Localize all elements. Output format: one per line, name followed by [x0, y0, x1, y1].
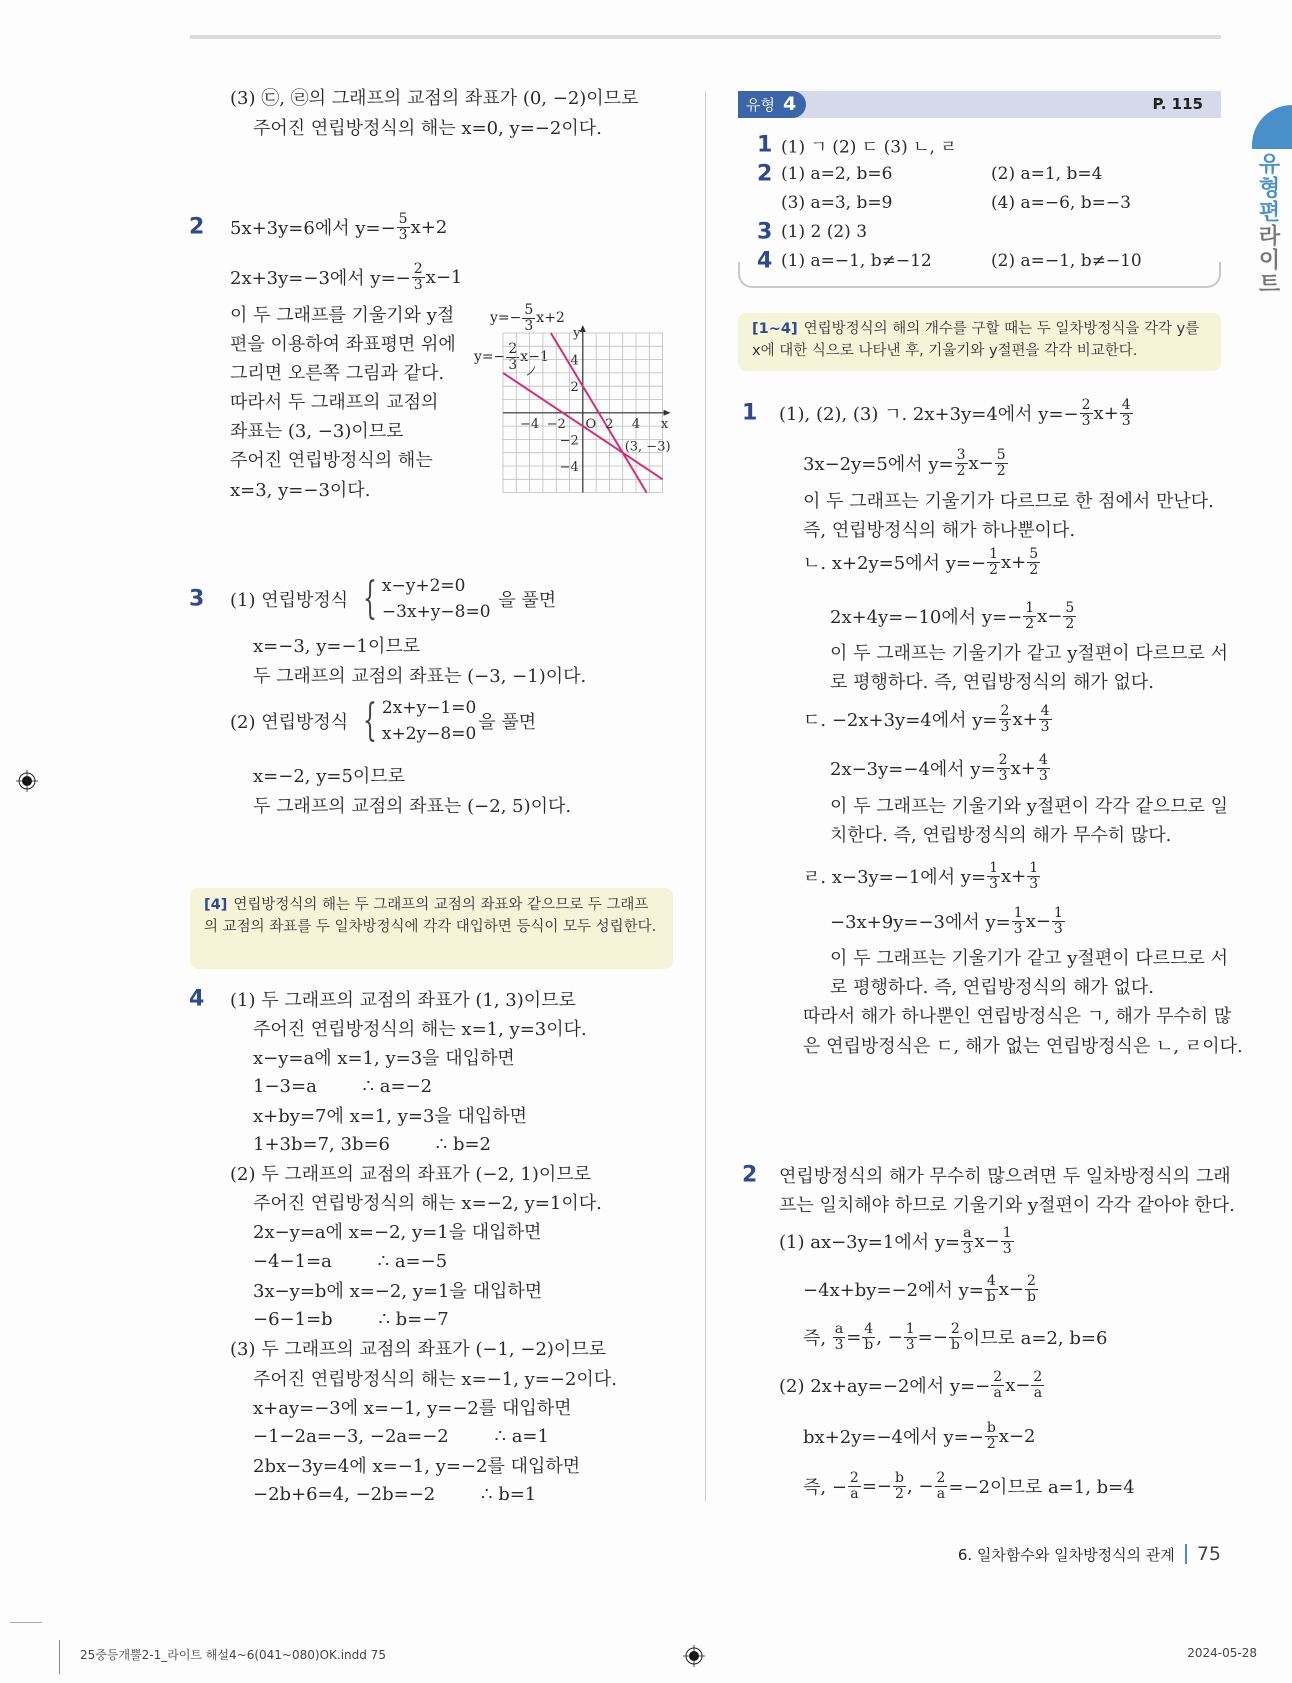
solution-line	[803, 1274, 1039, 1304]
text-run: ㄷ. −2x+3y=4에서 y=	[803, 710, 998, 731]
answer-left: (1) a=−1, b≠−12	[781, 251, 932, 271]
text-run: 즉, 연립방정식의 해가 하나뿐이다.	[803, 520, 1076, 541]
solution-line	[779, 398, 1134, 428]
q1-3-line	[253, 112, 602, 142]
solution-line	[253, 1216, 541, 1246]
solution-line	[803, 485, 1214, 515]
text-run: x−1	[425, 266, 463, 288]
coordinate-graph	[495, 325, 685, 500]
tip-box	[738, 313, 1221, 371]
text-run: (3) 두 그래프의 교점의 좌표가 (−1, −2)이므로	[230, 1339, 607, 1360]
q2-line	[230, 444, 433, 474]
q1-3-line	[230, 82, 638, 112]
text-run: (2) 2x+ay=−2에서 y=−	[779, 1376, 991, 1397]
text-run: x+	[1012, 708, 1038, 730]
text-run: (1) 두 그래프의 교점의 좌표가 (1, 3)이므로	[230, 990, 576, 1011]
fraction: $\frac{4}{b}$	[986, 1272, 996, 1305]
side-tab-a: 유형편	[1255, 152, 1280, 224]
question-number: 2	[742, 1162, 758, 1188]
q3-line	[230, 573, 557, 624]
text-run: (1) ax−3y=1에서 y=	[779, 1232, 961, 1253]
solution-line	[779, 1189, 1235, 1219]
text-run: x−	[998, 1278, 1024, 1300]
x-tick-label: 4	[631, 416, 641, 432]
answer-left: (1) ㄱ (2) ㄷ (3) ㄴ, ㄹ	[781, 137, 957, 158]
y-axis-arrow-icon	[580, 325, 586, 332]
q2-line	[230, 212, 447, 242]
fraction: $\frac{5}{2}$	[1029, 545, 1039, 578]
text-run: −3x+9y=−3에서 y=	[830, 912, 1011, 933]
q3-line	[253, 790, 571, 820]
text-run: x+ay=−3에 x=−1, y=−2를 대입하면	[253, 1398, 572, 1419]
text-run: 로 평행하다. 즉, 연립방정식의 해가 없다.	[830, 672, 1154, 693]
solution-line	[253, 1450, 580, 1480]
text-run: 이 두 그래프는 기울기가 다르므로 한 점에서 만난다.	[803, 491, 1214, 512]
solution-line	[253, 1042, 515, 1072]
type-badge	[738, 91, 806, 118]
answer-number: 2	[757, 161, 773, 187]
q3-line	[230, 695, 537, 746]
fraction: $\frac{2}{b}$	[950, 1320, 960, 1353]
solution-line	[803, 1322, 1107, 1352]
text-run: 그리면 오른쪽 그림과 같다.	[230, 363, 445, 384]
solution-line	[830, 637, 1228, 667]
y-tick-label: −4	[559, 460, 579, 475]
text-run: 주어진 연립방정식의 해는 x=−2, y=1이다.	[253, 1193, 602, 1214]
text-run: 2x−y=a에 x=−2, y=1을 대입하면	[253, 1222, 542, 1243]
side-tab	[1252, 105, 1292, 149]
fraction: $\frac{1}{3}$	[989, 859, 998, 892]
solution-line	[830, 790, 1228, 820]
text-run: 좌표는 (3, −3)이므로	[230, 421, 404, 442]
text-run: , −	[876, 1326, 903, 1348]
equation-system: { 2x+y−1=0 x+2y−8=0	[362, 695, 477, 746]
fraction: $\frac{a}{3}$	[962, 1224, 972, 1257]
origin-label: O	[585, 416, 597, 432]
question-number: 2	[189, 214, 205, 240]
text-run: (3) ㉢, ㉣의 그래프의 교점의 좌표가 (0, −2)이므로	[230, 88, 639, 109]
fraction: $\frac{1}{3}$	[1002, 1224, 1012, 1257]
text-run: x+2	[536, 310, 565, 326]
tip-text: 연립방정식의 해의 개수를 구할 때는 두 일차방정식을 각각 y를 x에 대한 식으로 나타낸 후, 기울기와 y절편을 각각 비교한다.	[752, 321, 1200, 359]
fraction: $\frac{2}{3}$	[508, 340, 518, 373]
text-run: 즉,	[803, 1328, 832, 1349]
fraction: $\frac{2}{b}$	[1026, 1272, 1036, 1305]
text-run: 2x+3y=−3에서 y=−	[230, 268, 411, 289]
answer-right: (4) a=−6, b=−3	[991, 193, 1131, 213]
type-label: 유형	[746, 96, 775, 114]
solution-line	[803, 1030, 1243, 1060]
fraction: $\frac{2}{a}$	[936, 1469, 946, 1502]
q2-line	[230, 357, 444, 387]
text-run: 따라서 두 그래프의 교점의	[230, 392, 439, 413]
fraction: $\frac{2}{a}$	[993, 1368, 1003, 1401]
text-run: 2bx−3y=4에 x=−1, y=−2를 대입하면	[253, 1456, 581, 1477]
text-run: ㄴ. x+2y=5에서 y=−	[803, 553, 987, 574]
column-divider	[705, 91, 706, 1502]
side-tab-label	[1252, 152, 1283, 296]
fraction: $\frac{5}{2}$	[996, 446, 1006, 479]
solution-line	[803, 1421, 1035, 1451]
solution-line	[803, 514, 1075, 544]
fraction: $\frac{b}{2}$	[986, 1419, 996, 1452]
fraction: $\frac{5}{2}$	[1065, 599, 1075, 632]
solution-line	[253, 1363, 617, 1393]
fraction: $\frac{1}{3}$	[1029, 859, 1039, 892]
text-run: x=3, y=−3이다.	[230, 480, 371, 501]
text-run: 두 그래프의 교점의 좌표는 (−2, 5)이다.	[253, 796, 572, 817]
type-header	[738, 91, 1221, 118]
text-run: , −	[906, 1475, 934, 1497]
solution-line	[830, 942, 1228, 972]
q3-line	[253, 630, 420, 660]
text-run: x−	[1037, 605, 1063, 627]
text-run: 즉, −	[803, 1477, 847, 1498]
text-run: 이 두 그래프를 기울기와 y절	[230, 305, 455, 326]
solution-line	[830, 601, 1077, 631]
solution-line	[803, 448, 1009, 478]
y-tick-label: −2	[559, 433, 579, 449]
solution-line	[253, 1071, 432, 1101]
text-run: x+	[1093, 402, 1119, 424]
solution-line	[803, 704, 1053, 734]
tip-box	[190, 888, 673, 969]
fraction: $\frac{5}{3}$	[524, 301, 534, 334]
text-run: x=−2, y=5이므로	[253, 766, 406, 787]
text-run: x−2	[998, 1425, 1036, 1447]
text-run: 주어진 연립방정식의 해는 x=−1, y=−2이다.	[253, 1369, 617, 1390]
solution-line	[779, 1160, 1231, 1190]
equation: x−y+2=0	[381, 576, 466, 596]
solution-line	[230, 1158, 591, 1188]
text-run: x+2	[410, 216, 448, 238]
solution-line	[230, 984, 576, 1014]
text-run: 이 두 그래프는 기울기와 y절편이 각각 같으므로 일	[830, 796, 1228, 817]
text-run: x+	[1010, 757, 1036, 779]
solution-line	[830, 971, 1154, 1001]
solution-line	[803, 547, 1041, 577]
solution-line	[253, 1275, 542, 1305]
answer-left: (1) a=2, b=6	[781, 164, 893, 184]
text-run: x+	[1000, 551, 1027, 573]
fraction: $\frac{1}{3}$	[1053, 904, 1063, 937]
tip-tag: [1~4]	[752, 321, 798, 337]
text-run: 2x−3y=−4에서 y=	[830, 759, 996, 780]
text-run: 이 두 그래프는 기울기가 같고 y절편이 다르므로 서	[830, 643, 1228, 664]
text-run: bx+2y=−4에서 y=−	[803, 1427, 984, 1448]
solution-line	[830, 753, 1051, 783]
fraction: $\frac{4}{3}$	[1038, 751, 1048, 784]
fraction: $\frac{a}{3}$	[834, 1320, 844, 1353]
answer-right: (2) a=−1, b≠−10	[991, 251, 1142, 271]
text-run: (1) 연립방정식	[230, 590, 354, 611]
question-number: 3	[189, 586, 205, 612]
fraction: $\frac{2}{3}$	[998, 751, 1008, 784]
solution-line	[253, 1100, 527, 1130]
slug-date: 2024-05-28	[1187, 1646, 1257, 1660]
text-run: x−	[974, 1230, 1000, 1252]
x-tick-label: −2	[546, 416, 566, 432]
solution-line	[779, 1226, 1015, 1256]
text-run: −4x+by=−2에서 y=	[803, 1280, 984, 1301]
fraction: $\frac{4}{3}$	[1040, 702, 1050, 735]
solution-line	[803, 1471, 1135, 1501]
fraction: $\frac{4}{b}$	[864, 1320, 874, 1353]
solution-line	[230, 1333, 606, 1363]
text-run: =−	[861, 1475, 893, 1497]
registration-mark-icon	[16, 770, 38, 792]
solution-line	[253, 1304, 449, 1334]
tip-tag: [4]	[204, 897, 228, 913]
solution-line	[779, 1370, 1045, 1400]
q3-line	[253, 660, 586, 690]
text-run: 주어진 연립방정식의 해는 x=0, y=−2이다.	[253, 118, 602, 139]
equation-system: { x−y+2=0 −3x+y−8=0	[362, 573, 491, 624]
solution-line	[830, 819, 1171, 849]
footer-divider	[1185, 1544, 1187, 1564]
y-axis-label: y	[573, 326, 581, 341]
text-run: 5x+3y=6에서 y=−	[230, 218, 396, 239]
fraction: $\frac{1}{3}$	[1013, 904, 1023, 937]
text-run: 3x−2y=5에서 y=	[803, 454, 954, 475]
solution-line	[253, 1013, 587, 1043]
text-run: 연립방정식의 해가 무수히 많으려면 두 일차방정식의 그래	[779, 1166, 1231, 1187]
fraction: $\frac{3}{2}$	[956, 446, 966, 479]
text-run: x−	[968, 452, 994, 474]
answer-number: 3	[757, 219, 773, 245]
question-number: 1	[742, 400, 758, 426]
text-run: 로 평행하다. 즉, 연립방정식의 해가 없다.	[830, 977, 1154, 998]
crop-mark	[59, 1640, 60, 1674]
y-tick-label: 4	[570, 353, 579, 369]
text-run: −4−1=a ∴ a=−5	[253, 1250, 448, 1272]
text-run: 1+3b=7, 3b=6 ∴ b=2	[253, 1133, 491, 1155]
solution-line	[253, 1246, 447, 1276]
text-run: 두 그래프의 교점의 좌표는 (−3, −1)이다.	[253, 666, 587, 687]
q2-line	[230, 415, 404, 445]
fraction: $\frac{5}{3}$	[398, 210, 408, 243]
text-run: (2) 연립방정식	[230, 712, 354, 733]
x-tick-label: 2	[605, 416, 614, 432]
question-number: 4	[189, 986, 205, 1012]
text-run: 1−3=a ∴ a=−2	[253, 1075, 433, 1097]
answer-box-bracket	[738, 262, 1221, 288]
x-tick-label: −4	[520, 416, 540, 432]
q2-line	[230, 262, 462, 292]
text-run: 이므로 a=2, b=6	[962, 1328, 1108, 1349]
text-run: =	[846, 1326, 862, 1348]
equation: 2x+y−1=0	[381, 698, 477, 718]
q2-line	[230, 328, 456, 358]
equation: −3x+y−8=0	[381, 602, 491, 622]
text-run: 을 풀면	[492, 590, 557, 611]
q2-line	[230, 299, 454, 329]
text-run: =−2이므로 a=1, b=4	[948, 1477, 1135, 1498]
fraction: $\frac{2}{3}$	[1081, 396, 1091, 429]
intersection-label: (3, −3)	[624, 439, 671, 455]
slug-filename: 25중등개뿔2-1_라이트 해설4~6(041~080)OK.indd 75	[80, 1648, 386, 1662]
text-run: x−	[1005, 1374, 1031, 1396]
text-run: 을 풀면	[478, 712, 537, 733]
tip-text: 연립방정식의 해는 두 그래프의 교점의 좌표와 같으므로 두 그래프의 교점의 좌표를 두 일차방정식에 각각 대입하면 등식이 모두 성립한다.	[204, 897, 657, 935]
text-run: x+by=7에 x=1, y=3을 대입하면	[253, 1106, 528, 1127]
registration-mark-icon	[683, 1645, 705, 1667]
q3-line	[253, 760, 405, 790]
equation: x+2y−8=0	[381, 724, 477, 744]
solution-line	[253, 1187, 602, 1217]
x-axis-arrow-icon	[664, 410, 671, 416]
answer-right: (2) a=1, b=4	[991, 164, 1103, 184]
text-run: 은 연립방정식은 ㄷ, 해가 없는 연립방정식은 ㄴ, ㄹ이다.	[803, 1036, 1243, 1057]
x-axis-label: x	[660, 416, 669, 432]
type-number: 4	[782, 93, 797, 115]
solution-line	[830, 666, 1154, 696]
y-tick-label: 2	[570, 380, 579, 396]
fraction: $\frac{1}{3}$	[905, 1320, 915, 1353]
text-run: 따라서 해가 하나뿐인 연립방정식은 ㄱ, 해가 무수히 많	[803, 1006, 1232, 1027]
fraction: $\frac{b}{2}$	[895, 1469, 904, 1502]
chapter-title: 6. 일차함수와 일차방정식의 관계	[957, 1545, 1175, 1564]
text-run: 치한다. 즉, 연립방정식의 해가 무수히 많다.	[830, 825, 1172, 846]
q2-line	[230, 386, 438, 416]
text-run: y=−	[490, 310, 522, 326]
page-footer	[958, 1543, 1221, 1565]
text-run: 프는 일치해야 하므로 기울기와 y절편이 각각 같아야 한다.	[779, 1195, 1235, 1216]
fraction: $\frac{1}{2}$	[1025, 599, 1035, 632]
text-run: x−	[1025, 910, 1051, 932]
text-run: (2) 두 그래프의 교점의 좌표가 (−2, 1)이므로	[230, 1164, 592, 1185]
text-run: x=−3, y=−1이므로	[253, 636, 421, 657]
text-run: x−1	[520, 349, 549, 365]
fraction: $\frac{1}{2}$	[989, 545, 998, 578]
text-run: ㄹ. x−3y=−1에서 y=	[803, 867, 987, 888]
text-run: −2b+6=4, −2b=−2 ∴ b=1	[253, 1483, 537, 1505]
fraction: $\frac{2}{3}$	[413, 260, 423, 293]
solution-line	[803, 1000, 1231, 1030]
solution-line	[253, 1479, 536, 1509]
top-rule	[190, 35, 1221, 39]
answer-number: 1	[757, 132, 773, 158]
fraction: $\frac{2}{3}$	[1000, 702, 1010, 735]
text-run: −1−2a=−3, −2a=−2 ∴ a=1	[253, 1425, 549, 1447]
side-tab-b: 라이트	[1255, 224, 1280, 296]
solution-line	[253, 1421, 549, 1451]
solution-line	[253, 1129, 491, 1159]
page-reference: P. 115	[1152, 95, 1203, 113]
solution-line	[830, 906, 1066, 936]
text-run: −6−1=b ∴ b=−7	[253, 1308, 449, 1330]
text-run: 주어진 연립방정식의 해는 x=1, y=3이다.	[253, 1019, 587, 1040]
page-number: 75	[1196, 1543, 1221, 1565]
text-run: x−y=a에 x=1, y=3을 대입하면	[253, 1048, 515, 1069]
text-run: =−	[917, 1326, 948, 1348]
crop-mark	[10, 1622, 42, 1623]
fraction: $\frac{2}{a}$	[1033, 1368, 1043, 1401]
answer-left: (1) 2 (2) 3	[781, 222, 868, 242]
text-run: x+	[1000, 865, 1027, 887]
text-run: 편을 이용하여 좌표평면 위에	[230, 334, 456, 355]
solution-line	[253, 1392, 572, 1422]
text-run: y=−	[474, 349, 506, 365]
answer-number: 4	[757, 248, 773, 274]
text-run: 2x+4y=−10에서 y=−	[830, 607, 1023, 628]
fraction: $\frac{2}{a}$	[849, 1469, 859, 1502]
q2-line	[230, 474, 370, 504]
solution-line	[803, 861, 1041, 891]
text-run: 이 두 그래프는 기울기가 같고 y절편이 다르므로 서	[830, 948, 1228, 969]
text-run: 3x−y=b에 x=−2, y=1을 대입하면	[253, 1281, 543, 1302]
fraction: $\frac{4}{3}$	[1121, 396, 1131, 429]
label-pointer-icon	[527, 366, 535, 375]
answer-left: (3) a=3, b=9	[781, 193, 893, 213]
text-run: (1), (2), (3) ㄱ. 2x+3y=4에서 y=−	[779, 404, 1079, 425]
text-run: 주어진 연립방정식의 해는	[230, 450, 433, 471]
